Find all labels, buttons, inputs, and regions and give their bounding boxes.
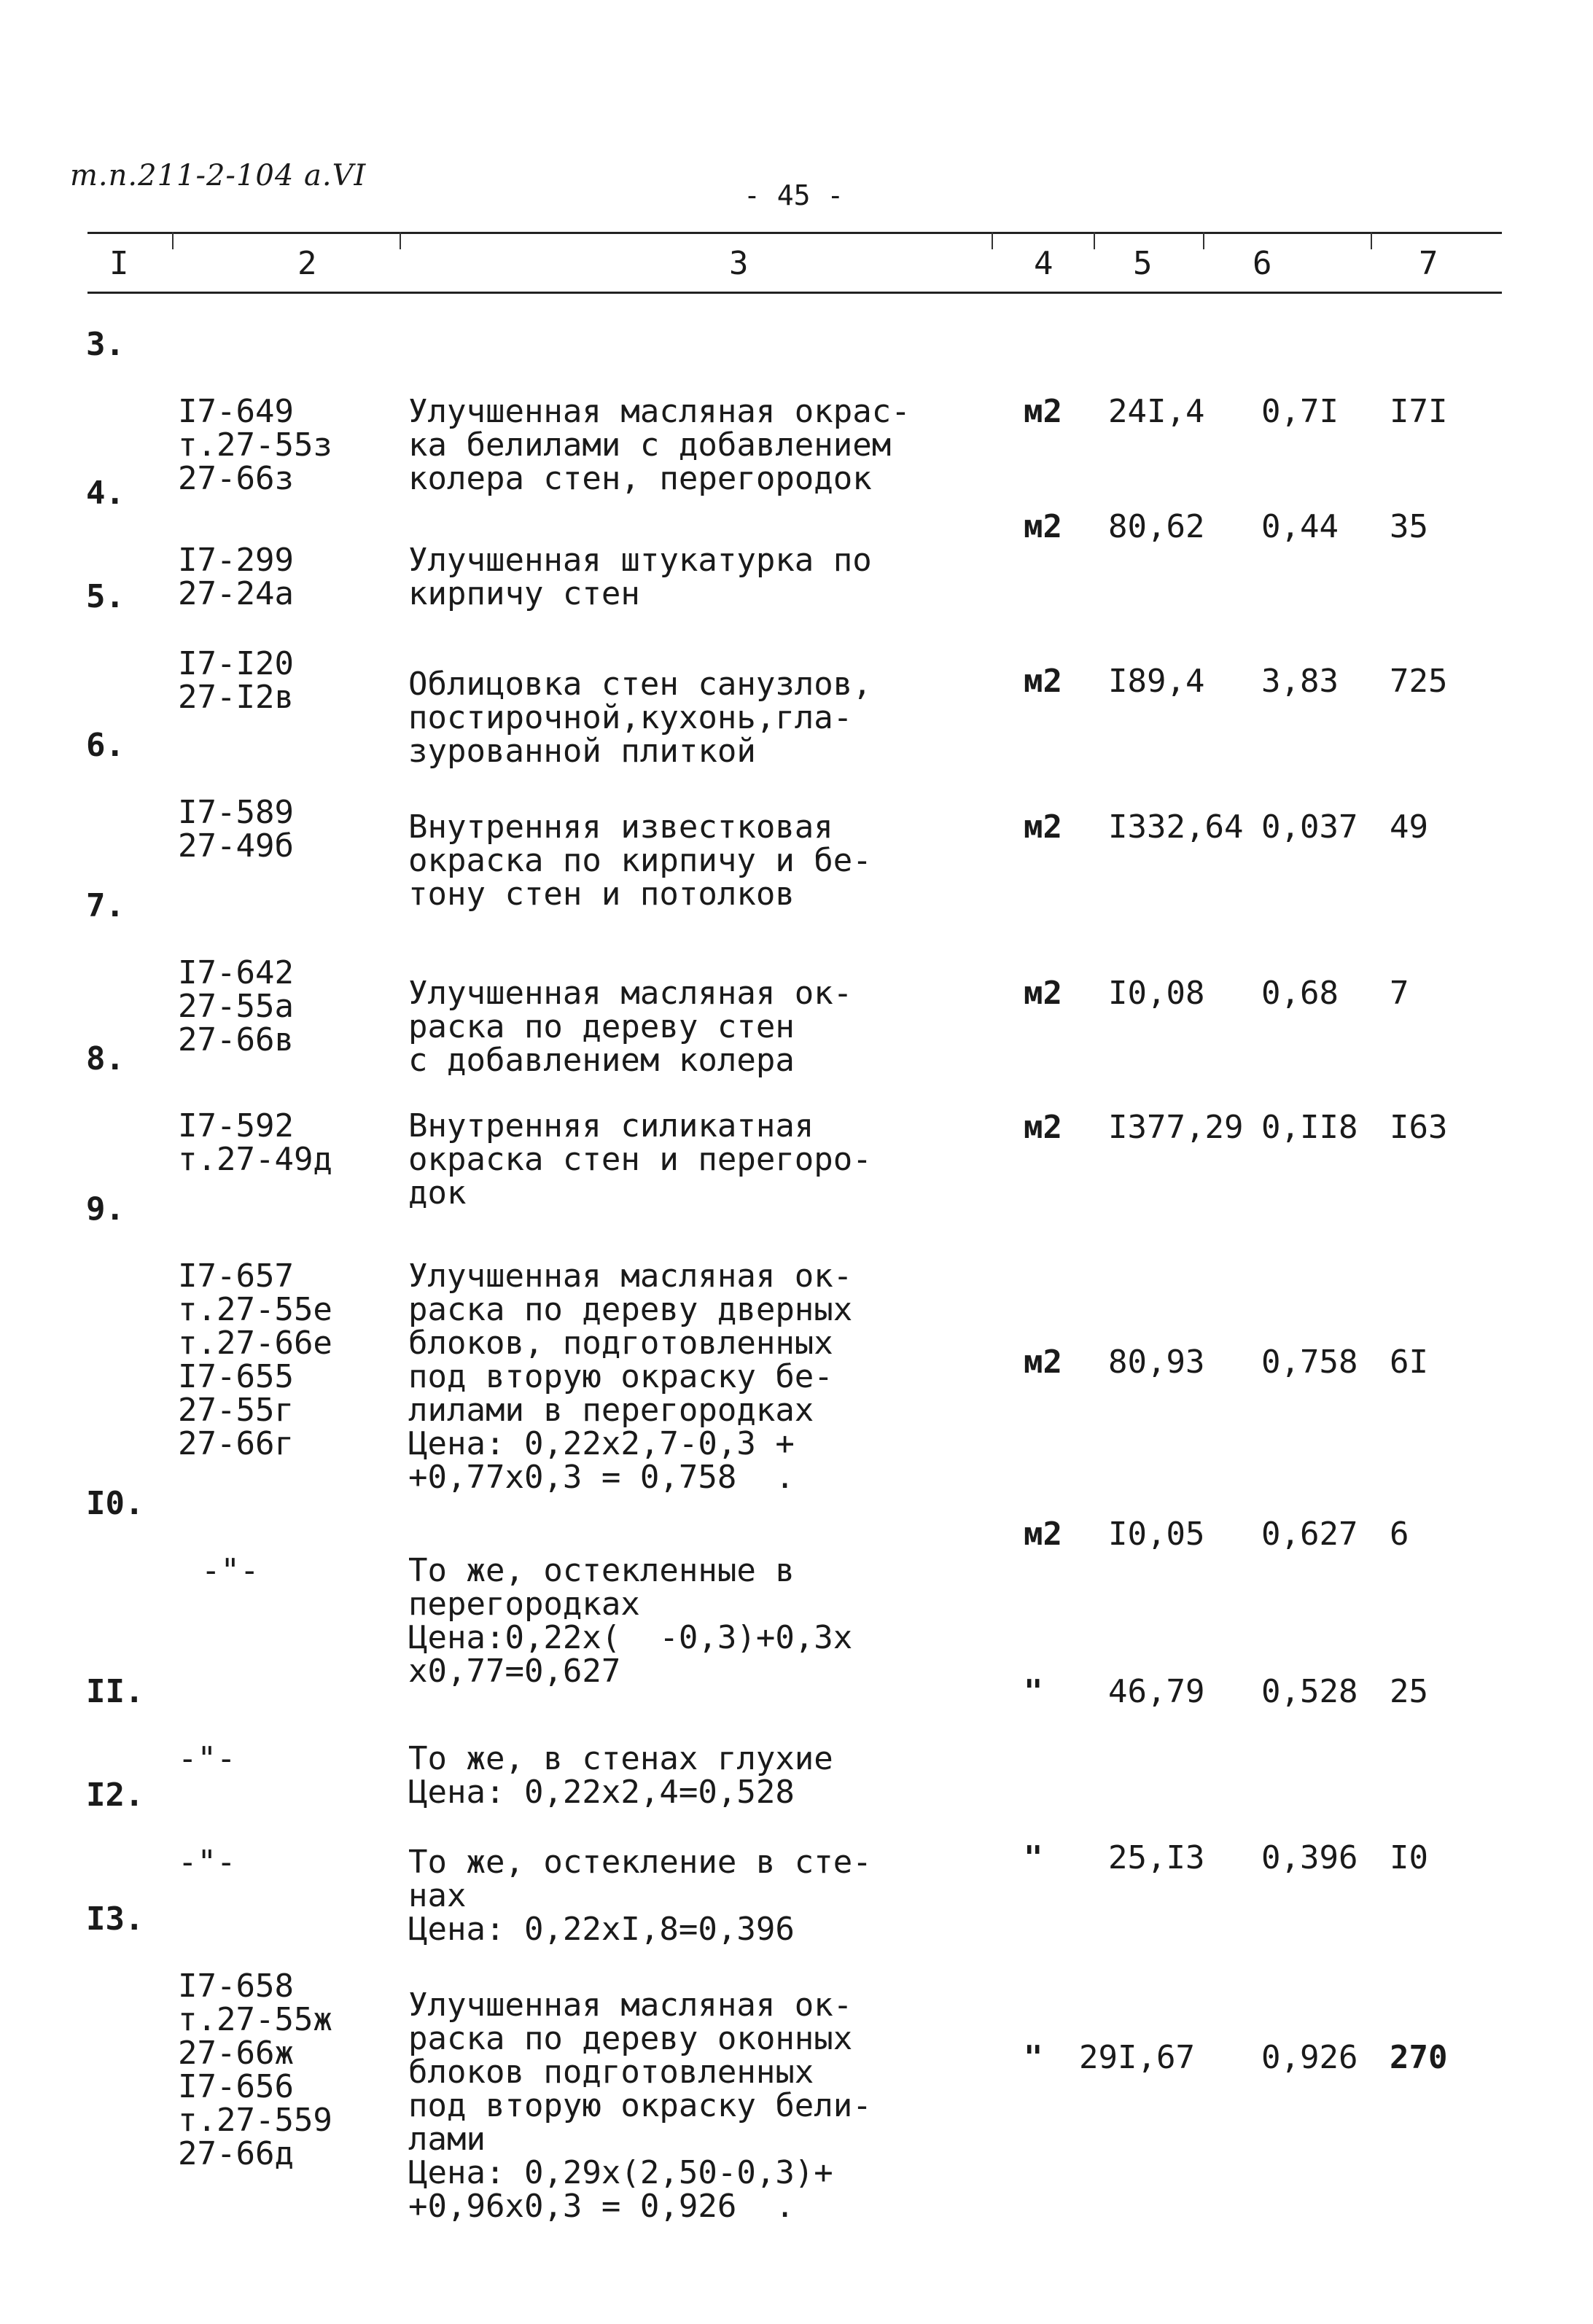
work-description: Улучшенная масляная ок- раска по дереву оконных блоков подготовленных под вторую окраску бели- лами Цена: 0,29x(2,50-0,3)+ +0,96x0,3 = 0,926 . <box>408 1986 872 2225</box>
unit-price: 0,396 <box>1261 1839 1358 1876</box>
norm-code: -"- <box>201 1552 260 1589</box>
unit: " <box>1024 1839 1043 1876</box>
work-description: Улучшенная масляная ок- раска по дереву стен с добавлением колера <box>408 975 853 1079</box>
work-description: Внутренняя известковая окраска по кирпичу и бе- тону стен и потолков <box>408 808 872 913</box>
quantity: 24I,4 <box>1108 393 1205 430</box>
norm-code: I7-649 т.27-55з 27-66з <box>178 393 332 497</box>
work-description: То же, в стенах глухие Цена: 0,22x2,4=0,528 <box>408 1740 833 1811</box>
unit-price: 0,II8 <box>1261 1109 1358 1146</box>
column-divider <box>400 232 401 249</box>
row-number: 6. <box>86 727 125 764</box>
quantity: I377,29 <box>1108 1109 1244 1146</box>
total-cost: 49 <box>1390 808 1428 846</box>
unit-price: 0,44 <box>1261 508 1339 545</box>
column-header-3: 3 <box>729 245 749 282</box>
unit-price: 3,83 <box>1261 663 1339 700</box>
row-number: I3. <box>86 1900 144 1938</box>
work-description: Облицовка стен санузлов, постирочной,кухонь,гла- зурованной плиткой <box>408 666 872 770</box>
unit: м2 <box>1024 663 1062 700</box>
quantity: I0,05 <box>1108 1516 1205 1553</box>
total-cost: 6 <box>1390 1516 1409 1553</box>
unit: м2 <box>1024 975 1062 1012</box>
unit: " <box>1024 2039 1043 2076</box>
total-cost: 35 <box>1390 508 1428 545</box>
work-description: То же, остекление в сте- нах Цена: 0,22xI,8=0,396 <box>408 1844 872 1948</box>
total-cost: I63 <box>1390 1109 1448 1146</box>
column-divider <box>992 232 993 249</box>
page-number: - 45 - <box>744 179 844 211</box>
unit-price: 0,7I <box>1261 393 1339 430</box>
column-header-4: 4 <box>1034 245 1053 282</box>
quantity: 80,93 <box>1108 1344 1205 1381</box>
total-cost: I0 <box>1390 1839 1428 1876</box>
row-number: 4. <box>86 475 125 512</box>
quantity: I332,64 <box>1108 808 1244 846</box>
row-number: 7. <box>86 887 125 924</box>
unit: м2 <box>1024 508 1062 545</box>
work-description: Улучшенная масляная окрас- ка белилами с добавлением колера стен, перегородок <box>408 393 911 497</box>
document-code: т.п.211-2-104 а.VI <box>70 159 367 192</box>
unit: м2 <box>1024 1344 1062 1381</box>
column-divider <box>1203 232 1204 249</box>
norm-code: I7-657 т.27-55е т.27-66е I7-655 27-55г 27-66г <box>178 1257 332 1462</box>
row-number: I2. <box>86 1777 144 1814</box>
quantity: I89,4 <box>1108 663 1205 700</box>
norm-code: I7-299 27-24а <box>178 542 294 612</box>
norm-code: I7-642 27-55а 27-66в <box>178 954 294 1058</box>
total-cost: 25 <box>1390 1673 1428 1710</box>
column-header-1: I <box>109 245 129 282</box>
column-header-5: 5 <box>1133 245 1153 282</box>
unit: " <box>1024 1673 1043 1710</box>
column-header-2: 2 <box>297 245 317 282</box>
column-header-6: 6 <box>1253 245 1272 282</box>
quantity: 29I,67 <box>1079 2039 1195 2076</box>
total-cost: 270 <box>1390 2039 1448 2076</box>
unit-price: 0,758 <box>1261 1344 1358 1381</box>
unit: м2 <box>1024 393 1062 430</box>
quantity: 25,I3 <box>1108 1839 1205 1876</box>
table-header-bottom-rule <box>87 292 1502 294</box>
unit-price: 0,037 <box>1261 808 1358 846</box>
unit-price: 0,68 <box>1261 975 1339 1012</box>
norm-code: I7-589 27-49б <box>178 794 294 865</box>
column-header-7: 7 <box>1419 245 1438 282</box>
norm-code: I7-592 т.27-49д <box>178 1107 332 1178</box>
row-number: 5. <box>86 578 125 615</box>
unit: м2 <box>1024 1109 1062 1146</box>
quantity: I0,08 <box>1108 975 1205 1012</box>
unit-price: 0,627 <box>1261 1516 1358 1553</box>
column-divider <box>172 232 174 249</box>
table-header-top-rule <box>87 232 1502 234</box>
row-number: I0. <box>86 1485 144 1522</box>
column-divider <box>1371 232 1372 249</box>
total-cost: 6I <box>1390 1344 1428 1381</box>
column-divider <box>1094 232 1095 249</box>
total-cost: I7I <box>1390 393 1448 430</box>
total-cost: 7 <box>1390 975 1409 1012</box>
row-number: II. <box>86 1673 144 1710</box>
norm-code: I7-658 т.27-55ж 27-66ж I7-656 т.27-559 27-66д <box>178 1968 332 2172</box>
total-cost: 725 <box>1390 663 1448 700</box>
unit-price: 0,926 <box>1261 2039 1358 2076</box>
row-number: 9. <box>86 1190 125 1228</box>
norm-code: -"- <box>178 1740 236 1777</box>
unit: м2 <box>1024 808 1062 846</box>
row-number: 8. <box>86 1040 125 1077</box>
unit-price: 0,528 <box>1261 1673 1358 1710</box>
work-description: Улучшенная штукатурка по кирпичу стен <box>408 542 872 612</box>
work-description: Улучшенная масляная ок- раска по дереву дверных блоков, подготовленных под вторую окраску бе- лилами в перегородках Цена: 0,22x2,7-0,3 + +0,77x0,3 = 0,758 . <box>408 1257 853 1496</box>
quantity: 80,62 <box>1108 508 1205 545</box>
work-description: То же, остекленные в перегородках Цена:0,22x( -0,3)+0,3x x0,77=0,627 <box>408 1552 853 1690</box>
unit: м2 <box>1024 1516 1062 1553</box>
norm-code: I7-I20 27-I2в <box>178 645 294 716</box>
row-number: 3. <box>86 326 125 363</box>
norm-code: -"- <box>178 1844 236 1881</box>
work-description: Внутренняя силикатная окраска стен и перегоро- док <box>408 1107 872 1212</box>
quantity: 46,79 <box>1108 1673 1205 1710</box>
